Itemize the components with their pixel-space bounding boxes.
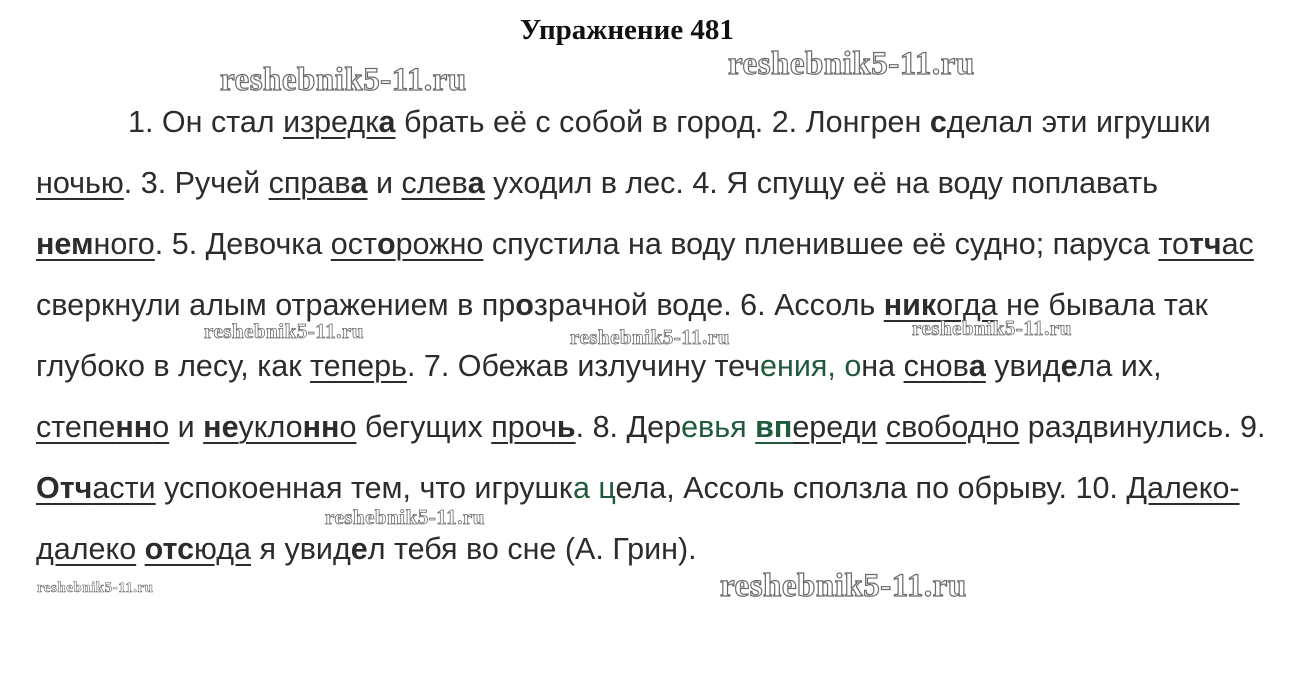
text-run: л тебя во сне (А. Грин). xyxy=(367,532,697,566)
exercise-title: Упражнение 481 xyxy=(520,14,734,46)
watermark-logo: reshebnik5-11.ru xyxy=(204,319,364,343)
text-run: . 8. Дер xyxy=(575,410,682,444)
text-run: евья xyxy=(681,410,756,444)
underlined-word-part: изредк xyxy=(283,105,379,139)
text-run: . 3. Ручей xyxy=(123,166,269,200)
watermark-logo: reshebnik5-11.ru xyxy=(570,325,730,349)
bold-letter: о xyxy=(515,288,534,322)
watermark-logo: reshebnik5-11.ru xyxy=(728,46,975,82)
underlined-word-part: вп xyxy=(755,410,793,444)
underlined-word-part: укло xyxy=(238,410,303,444)
bold-letter: е xyxy=(1060,349,1078,383)
underlined-word-part: а xyxy=(378,105,396,139)
watermark-logo: reshebnik5-11.ru xyxy=(220,62,467,98)
bold-letter: е xyxy=(350,532,368,566)
text-run: уходил в лес. 4. Я спущу её на воду поплавать xyxy=(484,166,1159,200)
text-run: и xyxy=(169,410,204,444)
text-run: не бывала так глубоко в лесу, как xyxy=(36,288,1208,383)
underlined-word-part: ночью xyxy=(36,166,124,200)
underlined-word-part: рожно xyxy=(395,227,484,261)
text-run: . 5. Девочка xyxy=(154,227,331,261)
underlined-word-part: степе xyxy=(36,410,116,444)
underlined-word-part: ного xyxy=(93,227,155,261)
underlined-word-part: тч xyxy=(1188,227,1222,261)
text-run: делал эти игрушки xyxy=(946,105,1211,139)
underlined-word-part: то xyxy=(1158,227,1189,261)
underlined-word-part: свободно xyxy=(885,410,1020,444)
underlined-word-part: а xyxy=(467,166,485,200)
underlined-word-part: нем xyxy=(36,227,94,261)
text-run: я увид xyxy=(251,532,351,566)
text-run xyxy=(877,410,885,444)
underlined-word-part: Отч xyxy=(36,471,93,505)
underlined-word-part: ас xyxy=(1221,227,1254,261)
bold-letter: с xyxy=(929,105,947,139)
text-run: а ц xyxy=(572,471,616,505)
underlined-word-part: ь xyxy=(556,410,576,444)
watermark-logo: reshebnik5-11.ru xyxy=(912,316,1072,340)
text-run: сверкнули алым отражением в пр xyxy=(36,288,516,322)
underlined-word-part: а xyxy=(350,166,368,200)
underlined-word-part: о xyxy=(152,410,170,444)
text-run: спустила на воду пленившее её судно; паруса xyxy=(483,227,1159,261)
sentence-number-start: 1. xyxy=(128,105,162,139)
underlined-word-part: асти xyxy=(92,471,156,505)
underlined-word-part: о xyxy=(376,227,396,261)
text-run: ла их, xyxy=(1077,349,1162,383)
watermark-logo: reshebnik5-11.ru xyxy=(37,580,154,596)
watermark-logo: reshebnik5-11.ru xyxy=(325,505,485,529)
underlined-word-part: не xyxy=(203,410,239,444)
underlined-word-part: нн xyxy=(302,410,340,444)
underlined-word-part: Далеко-далеко xyxy=(36,471,1240,566)
text-run xyxy=(136,532,144,566)
text-run: на xyxy=(861,349,904,383)
underlined-word-part: снов xyxy=(903,349,969,383)
underlined-word-part: справ xyxy=(268,166,351,200)
text-run: . 7. Обежав излучину теч xyxy=(406,349,761,383)
underlined-word-part: отс xyxy=(144,532,195,566)
text-run: бегущих xyxy=(356,410,492,444)
text-run: зрачной воде. 6. Ассоль xyxy=(533,288,884,322)
underlined-word-part: о xyxy=(339,410,357,444)
text-run: ения, о xyxy=(760,349,862,383)
underlined-word-part: слев xyxy=(401,166,468,200)
text-run: брать её с собой в город. 2. Лонгрен xyxy=(395,105,930,139)
underlined-word-part: теперь xyxy=(310,349,407,383)
text-run: Он стал xyxy=(161,105,284,139)
text-run: успокоенная тем, что игрушк xyxy=(155,471,573,505)
text-run: ела, Ассоль сползла по обрыву. 10. xyxy=(615,471,1127,505)
underlined-word-part: а xyxy=(968,349,986,383)
underlined-word-part: огда xyxy=(936,288,998,322)
underlined-word-part: юда xyxy=(194,532,251,566)
text-run: раздвинулись. 9. xyxy=(1019,410,1266,444)
underlined-word-part: ереди xyxy=(792,410,878,444)
underlined-word-part: ост xyxy=(330,227,377,261)
underlined-word-part: ник xyxy=(883,288,937,322)
underlined-word-part: нн xyxy=(115,410,153,444)
text-run: увид xyxy=(985,349,1061,383)
underlined-word-part: проч xyxy=(491,410,557,444)
text-run: и xyxy=(367,166,402,200)
watermark-logo: reshebnik5-11.ru xyxy=(720,568,967,604)
